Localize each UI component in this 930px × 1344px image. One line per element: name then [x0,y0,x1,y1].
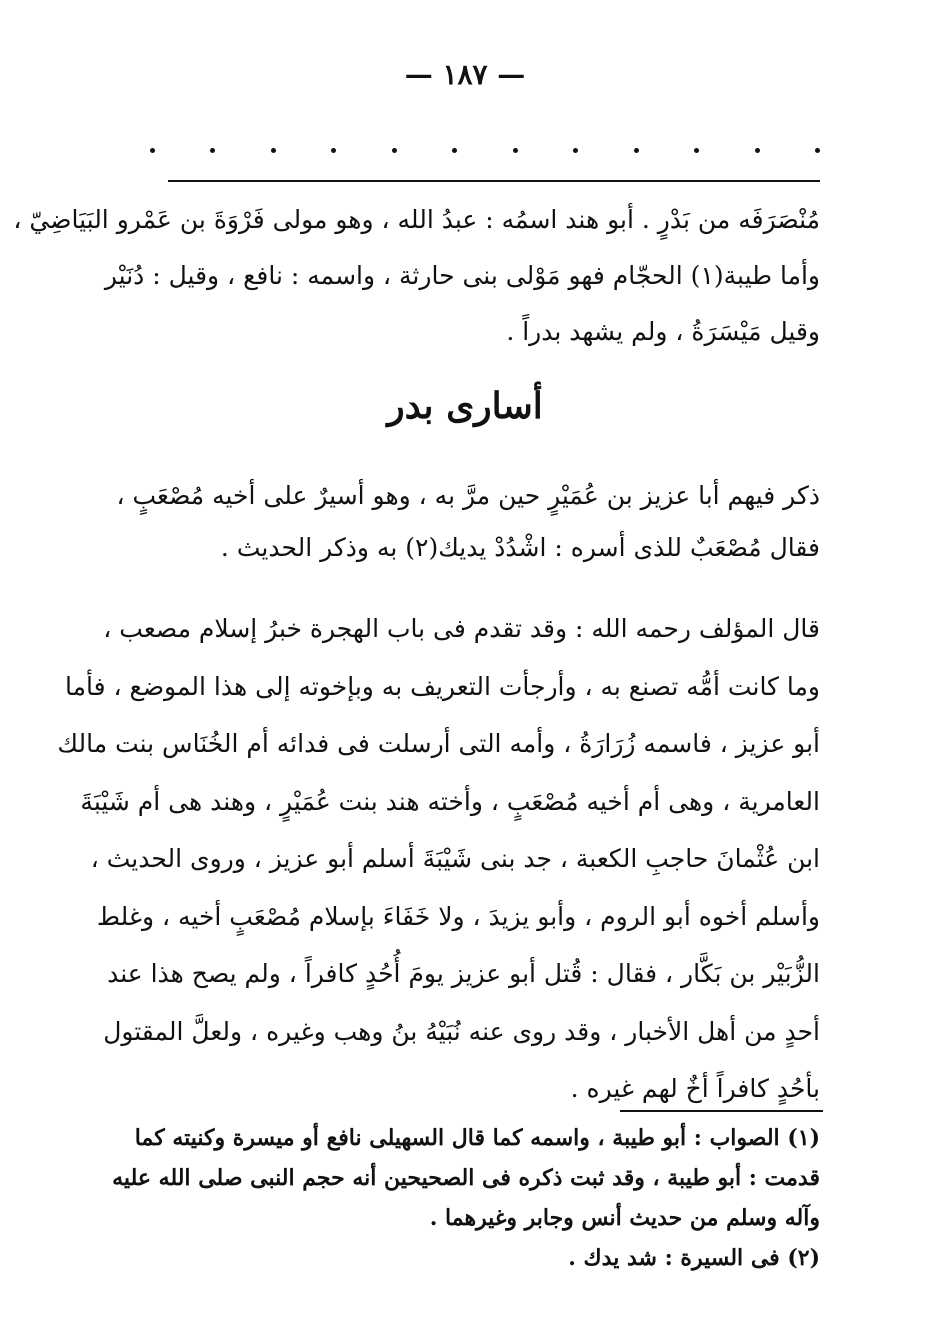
text-line: فقال مُصْعَبٌ للذى أسره : اشْدُدْ يديك(٢) به وذكر الحديث . [220,533,820,562]
text-line: مُنْصَرَفَه من بَدْرٍ . أبو هند اسمُه : عبدُ الله ، وهو مولى فَرْوَةَ بن عَمْرو البَيَاضِيّ ، [13,205,820,234]
text-line: أبو عزيز ، فاسمه زُرَارَةُ ، وأمه التى أرسلت فى فدائه أم الخُنَاس بنت مالك [57,729,820,758]
dot [815,148,820,153]
text-line: قال المؤلف رحمه الله : وقد تقدم فى باب الهجرة خبرُ إسلام مصعب ، [103,614,820,643]
dot [694,148,699,153]
dot [634,148,639,153]
text-line: وقيل مَيْسَرَةُ ، ولم يشهد بدراً . [506,317,820,346]
section-heading: أسارى بدر [387,385,543,427]
footnote-line: وآله وسلم من حديث أنس وجابر وغيرهما . [429,1205,820,1231]
text-line: أحدٍ من أهل الأخبار ، وقد روى عنه نُبَيْهُ بنُ وهب وغيره ، ولعلَّ المقتول [103,1016,820,1046]
footnote-divider-rule [620,1110,823,1112]
footnotes [112,1118,820,1278]
footnote-line: (٢) فى السيرة : شد يدك . [568,1245,820,1271]
dot [210,148,215,153]
dot [150,148,155,153]
text-line: ذكر فيهم أبا عزيز بن عُمَيْرٍ حين مرَّ به ، وهو أسيرٌ على أخيه مُصْعَبٍ ، [116,481,820,510]
paragraph-2 [57,600,820,1118]
intro-paragraph [13,192,820,360]
text-line: بأحُدٍ كافراً أخٌ لهم غيره . [570,1074,820,1103]
dot [755,148,760,153]
dot [271,148,276,153]
dot [331,148,336,153]
dot [452,148,457,153]
ornamental-dots-divider [150,140,820,160]
text-line: وما كانت أمُّه تصنع به ، وأرجأت التعريف به وبإخوته إلى هذا الموضع ، فأما [64,671,820,701]
text-line: العامرية ، وهى أم أخيه مُصْعَبٍ ، وأخته هند بنت عُمَيْرٍ ، وهند هى أم شَيْبَةَ [80,786,820,816]
text-line: ابن عُثْمانَ حاجبِ الكعبة ، جد بنى شَيْبَةَ أسلم أبو عزيز ، وروى الحديث ، [90,844,820,873]
page-number: — ١٨٧ — [404,58,526,91]
text-line: الزُّبَيْر بن بَكَّار ، فقال : قُتل أبو عزيز يومَ أُحُدٍ كافراً ، ولم يصح هذا عند [107,959,820,988]
dot [513,148,518,153]
footnote-line: قدمت : أبو طيبة ، وقد ثبت ذكره فى الصحيحين أنه حجم النبى صلى الله عليه [112,1165,820,1191]
text-line: وأما طيبة(١) الحجّام فهو مَوْلى بنى حارثة ، واسمه : نافع ، وقيل : دُنَيْر [104,261,820,290]
text-line: وأسلم أخوه أبو الروم ، وأبو يزيدَ ، ولا خَفَاءَ بإسلام مُصْعَبٍ أخيه ، وغلط [96,901,820,931]
paragraph-1 [116,470,820,574]
dot [392,148,397,153]
top-divider-rule [168,180,820,182]
footnote-line: (١) الصواب : أبو طيبة ، واسمه كما قال السهيلى نافع أو ميسرة وكنيته كما [134,1125,820,1151]
dot [573,148,578,153]
